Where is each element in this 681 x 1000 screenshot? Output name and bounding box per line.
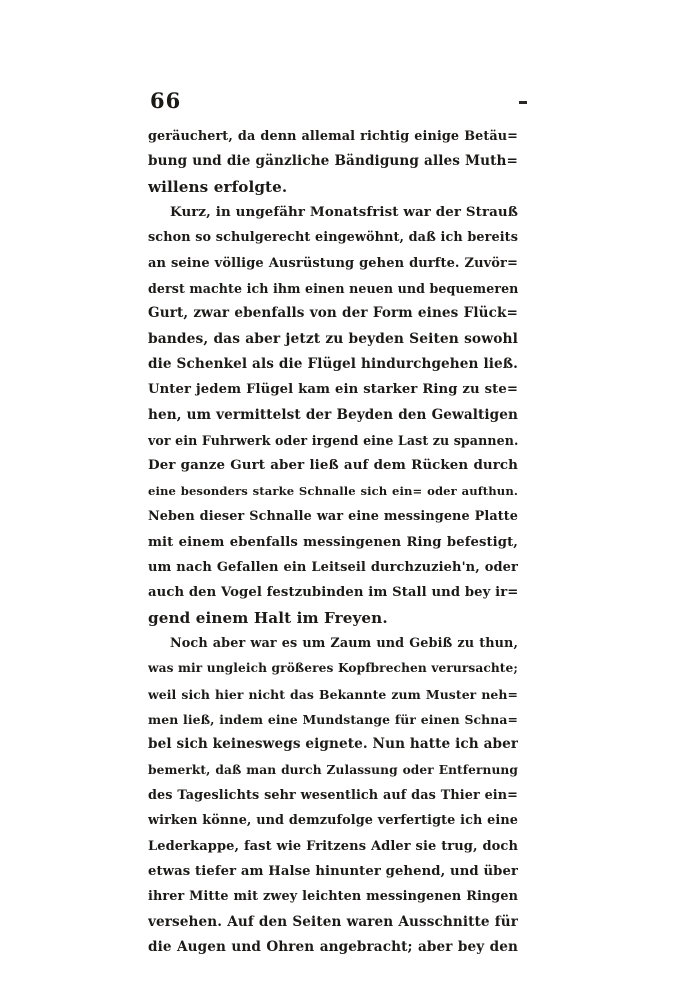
text-line: Lederkappe, fast wie Fritzens Adler sie trug, doch — [148, 838, 518, 854]
text-line: eine besonders starke Schnalle sich ein= oder aufthun. — [148, 483, 518, 498]
text-line: hen, um vermittelst der Beyden den Gewaltigen — [148, 406, 518, 423]
text-line: schon so schulgerecht eingewöhnt, daß ich bereits — [148, 230, 518, 246]
text-line: etwas tiefer am Halse hinunter gehend, und über — [148, 863, 518, 879]
text-line: an seine völlige Ausrüstung gehen durfte. Zuvör= — [148, 255, 518, 271]
text-line: weil sich hier nicht das Bekannte zum Muster neh= — [148, 686, 518, 702]
text-line: Der ganze Gurt aber ließ auf dem Rücken durch — [148, 457, 518, 474]
print-mark — [519, 101, 527, 104]
text-line: was mir ungleich größeres Kopfbrechen verursachte; — [148, 661, 518, 676]
text-line: Kurz, in ungefähr Monatsfrist war der Strauß — [170, 204, 518, 221]
text-line: bel sich keineswegs eignete. Nun hatte ich aber — [148, 736, 518, 753]
text-line: derst machte ich ihm einen neuen und bequemeren — [148, 281, 518, 297]
text-line: die Schenkel als die Flügel hindurchgehen ließ. — [148, 356, 518, 373]
text-line: auch den Vogel festzubinden im Stall und bey ir= — [148, 585, 518, 601]
text-line: geräuchert, da denn allemal richtig einige Betäu= — [148, 129, 518, 144]
text-line: gend einem Halt im Freyen. — [148, 608, 388, 627]
text-line: bemerkt, daß man durch Zulassung oder Entfernung — [148, 762, 518, 777]
text-line: vor ein Fuhrwerk oder irgend eine Last zu spannen. — [148, 433, 518, 449]
text-line: versehen. Auf den Seiten waren Ausschnitte für — [148, 913, 518, 930]
text-line: bandes, das aber jetzt zu beyden Seiten sowohl — [148, 330, 518, 347]
text-line: bung und die gänzliche Bändigung alles Muth= — [148, 153, 518, 170]
text-line: die Augen und Ohren angebracht; aber bey den — [148, 939, 518, 955]
text-line: des Tageslichts sehr wesentlich auf das Thier ein= — [148, 787, 518, 803]
text-line: Gurt, zwar ebenfalls von der Form eines Flück= — [148, 305, 518, 322]
page-number: 66 — [150, 88, 182, 113]
body-text — [148, 124, 518, 960]
text-line: men ließ, indem eine Mundstange für einen Schna= — [148, 711, 518, 727]
text-line: Neben dieser Schnalle war eine messingene Platte — [148, 509, 518, 525]
text-line: wirken könne, und demzufolge verfertigte ich eine — [148, 813, 518, 829]
text-line: mit einem ebenfalls messingenen Ring befestigt, — [148, 534, 518, 550]
text-line: Noch aber war es um Zaum und Gebiß zu thun, — [170, 635, 518, 651]
text-line: willens erfolgte. — [148, 177, 288, 196]
text-line: um nach Gefallen ein Leitseil durchzuzieh'n, oder — [148, 559, 518, 575]
text-line: ihrer Mitte mit zwey leichten messingenen Ringen — [148, 889, 518, 905]
text-line: Unter jedem Flügel kam ein starker Ring zu ste= — [148, 382, 518, 398]
